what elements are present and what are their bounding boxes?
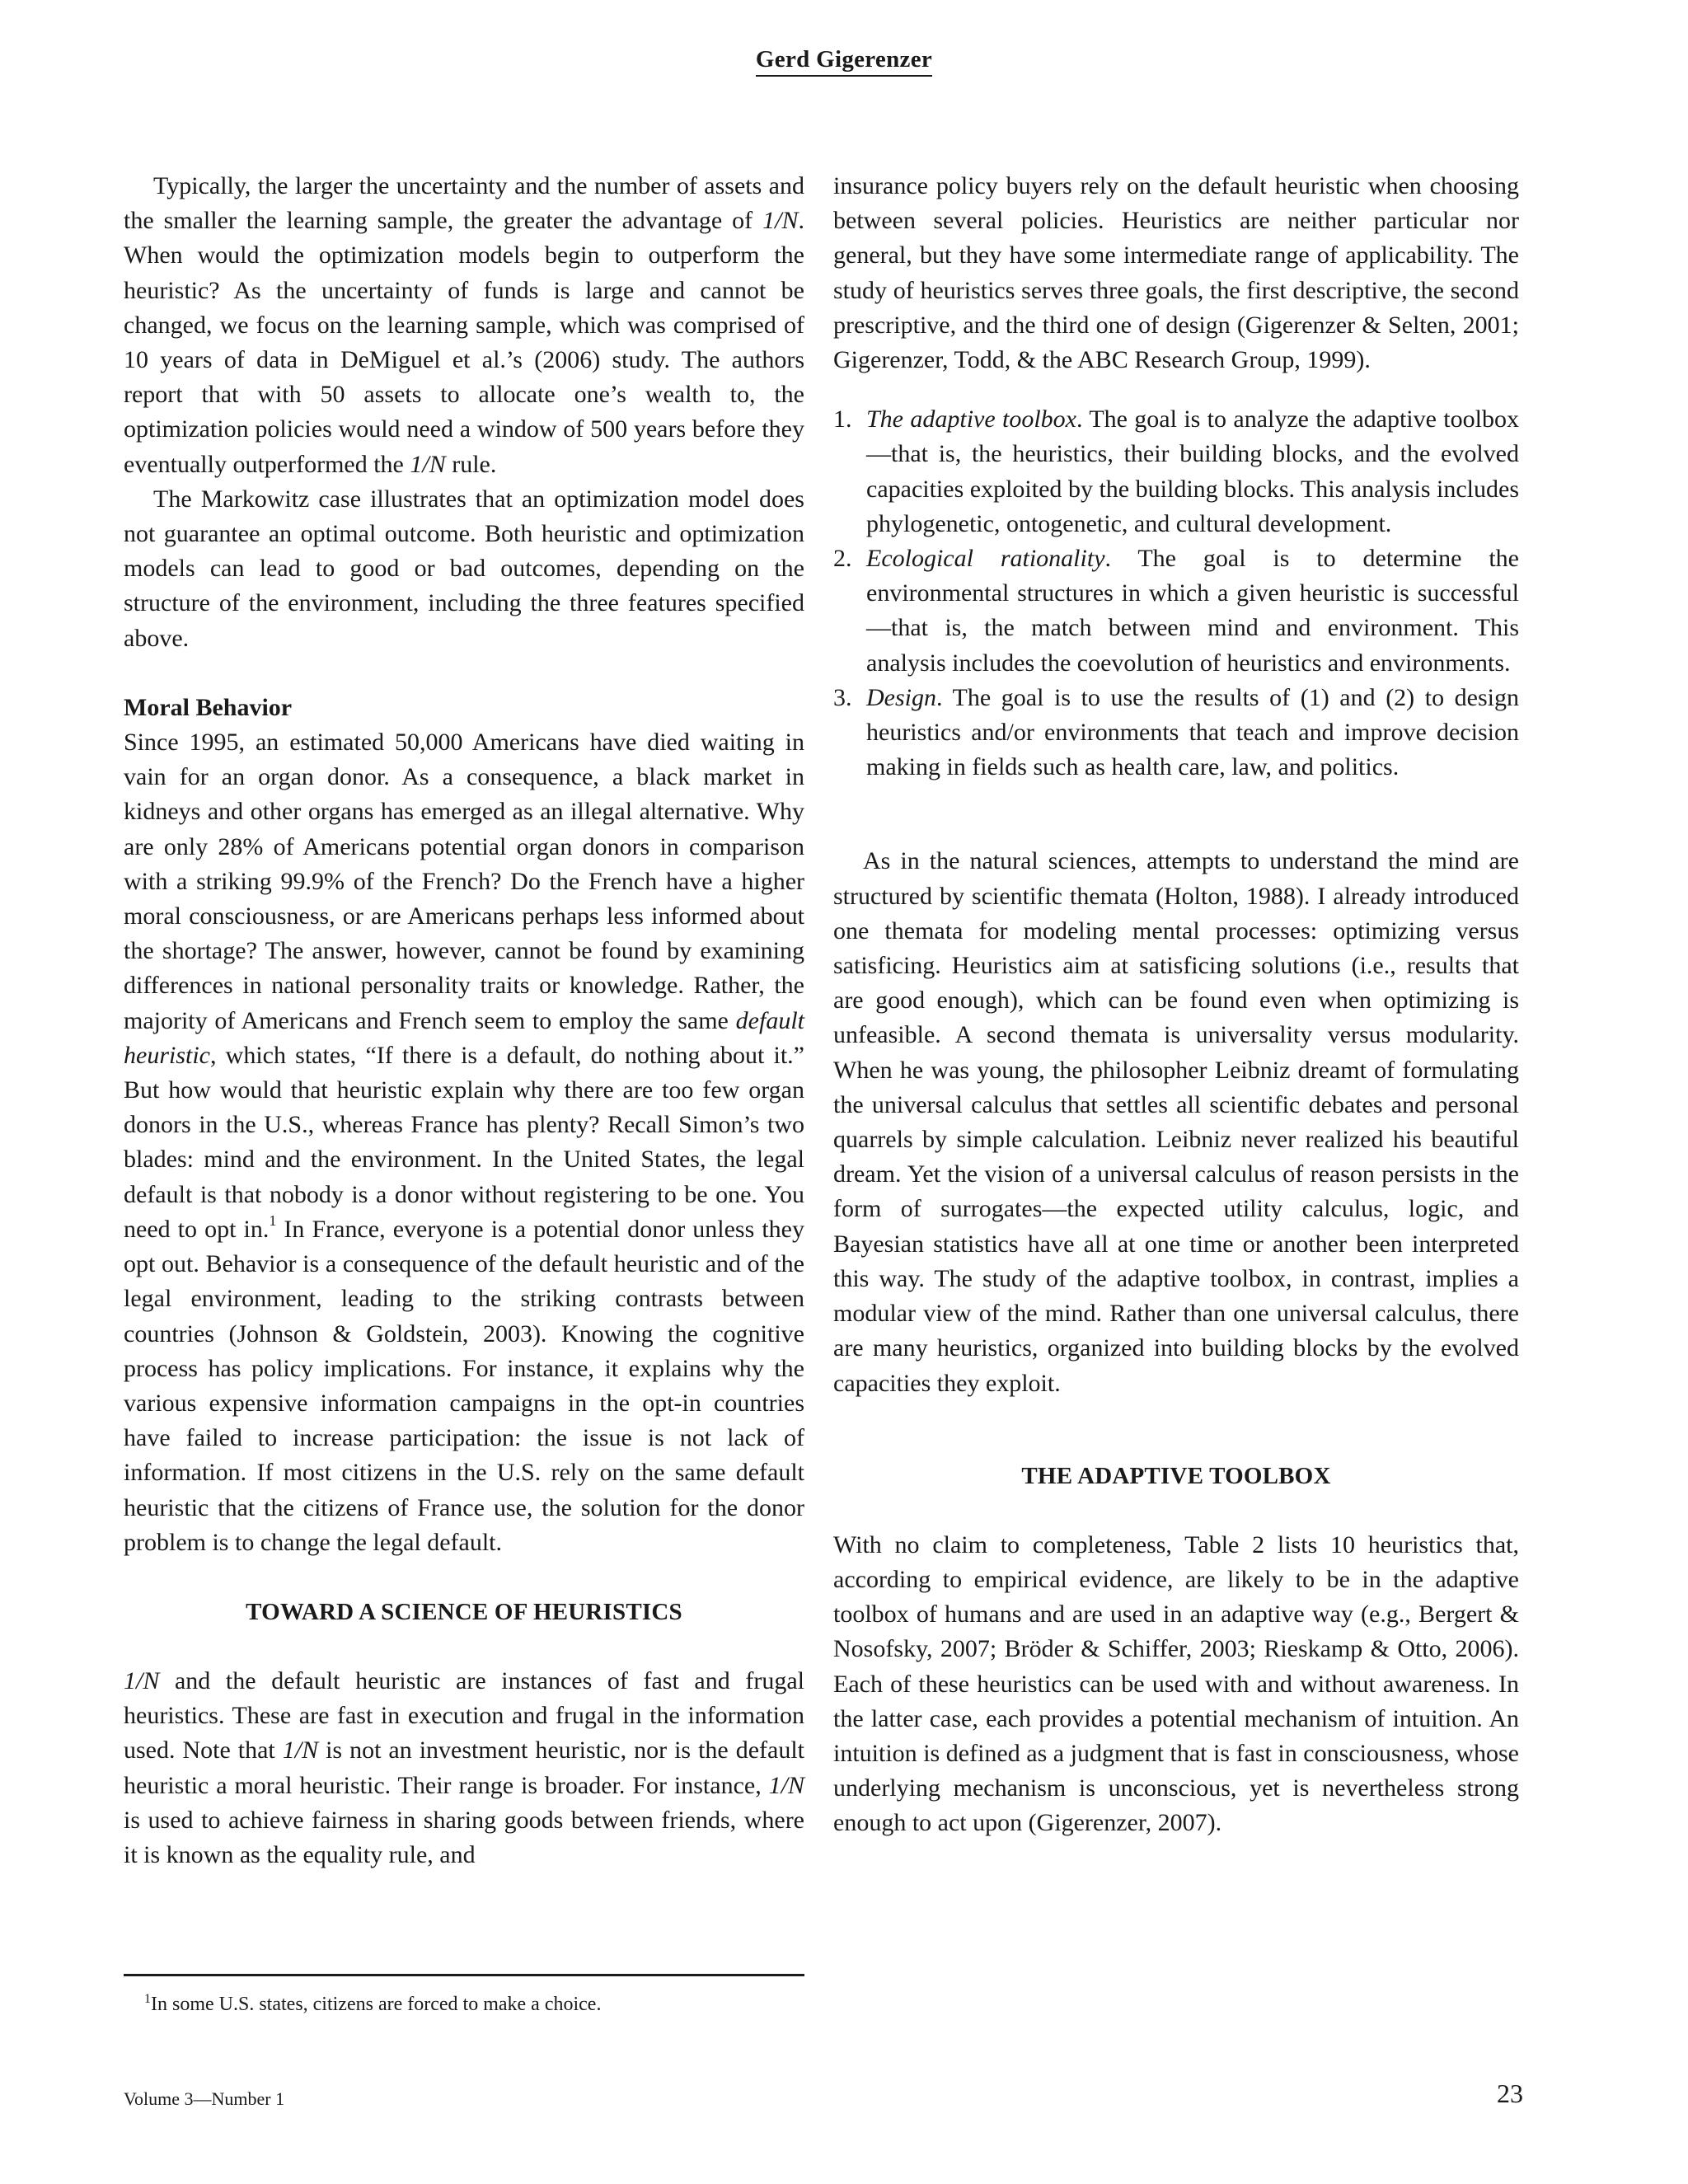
running-head xyxy=(0,46,1688,73)
list-item: 2. Ecological rationality. The goal is to determine the environmental structures in which a given heuristic is successful—that is, the match between mind and environment. This analysis includes the coevolution of heuristics and environments. xyxy=(833,545,1519,677)
paragraph-adaptive-toolbox: With no claim to completeness, Table 2 lists 10 heuristics that, according to empirical evidence, are likely to be in the adaptive toolbox of humans and are used in an adaptive way (e.g., Bergert & Nosofsky, 2007; Bröder & Schiffer, 2003; Rieskamp & Otto, 2006). Each of these heuristics can be used with and without awareness. In the latter case, each provides a potential mechanism of intuition. An intuition is defined as a judgment that is fast in consciousness, whose underlying mechanism is unconscious, yet is nevertheless strong enough to act upon (Gigerenzer, 2007). xyxy=(833,1530,1519,1837)
author-name: Gerd Gigerenzer xyxy=(756,46,932,77)
list-item: 3. Design. The goal is to use the results of (1) and (2) to design heuristics and/or environments that teach and improve decision making in fields such as health care, law, and politics. xyxy=(833,683,1519,781)
paragraph-moral-behavior: Since 1995, an estimated 50,000 Americans have died waiting in vain for an organ donor. As a consequence, a black market in kidneys and other organs has emerged as an illegal alternative. Why are only 28% of Americans potential organ donors in comparison with a striking 99.9% of the French? Do the French have a higher moral consciousness, or are Americans perhaps less informed about the shortage? The answer, however, cannot be found by examining differences in national personality traits or knowledge. Rather, the majority of Americans and French seem to employ the same default heuristic, which states, “If there is a default, do nothing about it.” But how would that heuristic explain why there are too few organ donors in the U.S., whereas France has plenty? Recall Simon’s two blades: mind and the environment. In the United States, the legal default is that nobody is a donor without registering to be one. You need to opt in.$^1$ In France, everyone is a potential donor unless they opt out. Behavior is a consequence of the default heuristic and of the legal environment, leading to the striking contrasts between countries (Johnson & Goldstein, 2003). Knowing the cognitive process has policy implications. For instance, it explains why the various expensive information campaigns in the opt-in countries have failed to increase participation: the issue is not lack of information. If most citizens in the U.S. rely on the same default heuristic that the citizens of France use, the solution for the donor problem is to change the legal default. xyxy=(124,729,804,1556)
section-heading-adaptive-toolbox: THE ADAPTIVE TOOLBOX xyxy=(1021,1462,1331,1489)
volume-label: Volume 3—Number 1 xyxy=(124,2088,285,2109)
subheading-moral-behavior: Moral Behavior xyxy=(124,693,293,721)
list-item: 1. The adaptive toolbox. The goal is to analyze the adaptive toolbox—that is, the heuristics, their building blocks, and the evolved capacities exploited by the building blocks. This analysis includes phylogenetic, ontogenetic, and cultural development. xyxy=(833,405,1519,537)
left-column xyxy=(124,169,804,1872)
paragraph-learning-sample: Typically, the larger the uncertainty and the number of assets and the smaller the learning sample, the greater the advantage of 1/N. When would the optimization models begin to outperform the heuristic? As the uncertainty of funds is large and cannot be changed, we focus on the learning sample, which was comprised of 10 years of data in DeMiguel et al.’s (2006) study. The authors report that with 50 assets to allocate one’s wealth to, the optimization policies would need a window of 500 years before they eventually outperformed the 1/N rule. xyxy=(124,172,804,478)
paragraph-fast-frugal: 1/N and the default heuristic are instances of fast and frugal heuristics. These are fast in execution and frugal in the information used. Note that 1/N is not an investment heuristic, nor is the default heuristic a moral heuristic. Their range is broader. For instance, 1/N is used to achieve fairness in sharing goods between friends, where it is known as the equality rule, and xyxy=(124,1666,804,1868)
goals-list xyxy=(833,402,1519,785)
right-column xyxy=(833,169,1519,1841)
paragraph-continued: insurance policy buyers rely on the default heuristic when choosing between several policies. Heuristics are neither particular nor general, but they have some intermediate range of applicability. The study of heuristics serves three goals, the first descriptive, the second prescriptive, and the third one of design (Gigerenzer & Selten, 2001; Gigerenzer, Todd, & the ABC Research Group, 1999). xyxy=(833,172,1519,374)
page-number: 23 xyxy=(1497,2079,1523,2108)
section-heading-science-of-heuristics: TOWARD A SCIENCE OF HEURISTICS xyxy=(246,1598,682,1625)
footnote-rule xyxy=(124,1974,804,1976)
paragraph-themata: As in the natural sciences, attempts to understand the mind are structured by scientific themata (Holton, 1988). I already introduced one themata for modeling mental processes: optimizing versus satisficing. Heuristics aim at satisficing solutions (i.e., results that are good enough), which can be found even when optimizing is unfeasible. A second themata is universality versus modularity. When he was young, the philosopher Leibniz dreamt of formulating the universal calculus that settles all scientific debates and personal quarrels by simple calculation. Leibniz never realized his beautiful dream. Yet the vision of a universal calculus of reason persists in the form of surrogates—the expected utility calculus, logic, and Bayesian statistics have all at one time or another been interpreted this way. The study of the adaptive toolbox, in contrast, implies a modular view of the mind. Rather than one universal calculus, there are many heuristics, organized into building blocks by the evolved capacities they exploit. xyxy=(833,847,1519,1397)
footnote-mark: 1 xyxy=(144,1992,151,2006)
paragraph-markowitz: The Markowitz case illustrates that an optimization model does not guarantee an optimal outcome. Both heuristic and optimization models can lead to good or bad outcomes, depending on the structure of the environment, including the three features specified above. xyxy=(124,485,804,652)
footnote-reference[interactable]: 1 xyxy=(269,1212,277,1229)
footnote xyxy=(144,1986,795,2018)
footnote-text: In some U.S. states, citizens are forced to make a choice. xyxy=(151,1994,602,2015)
